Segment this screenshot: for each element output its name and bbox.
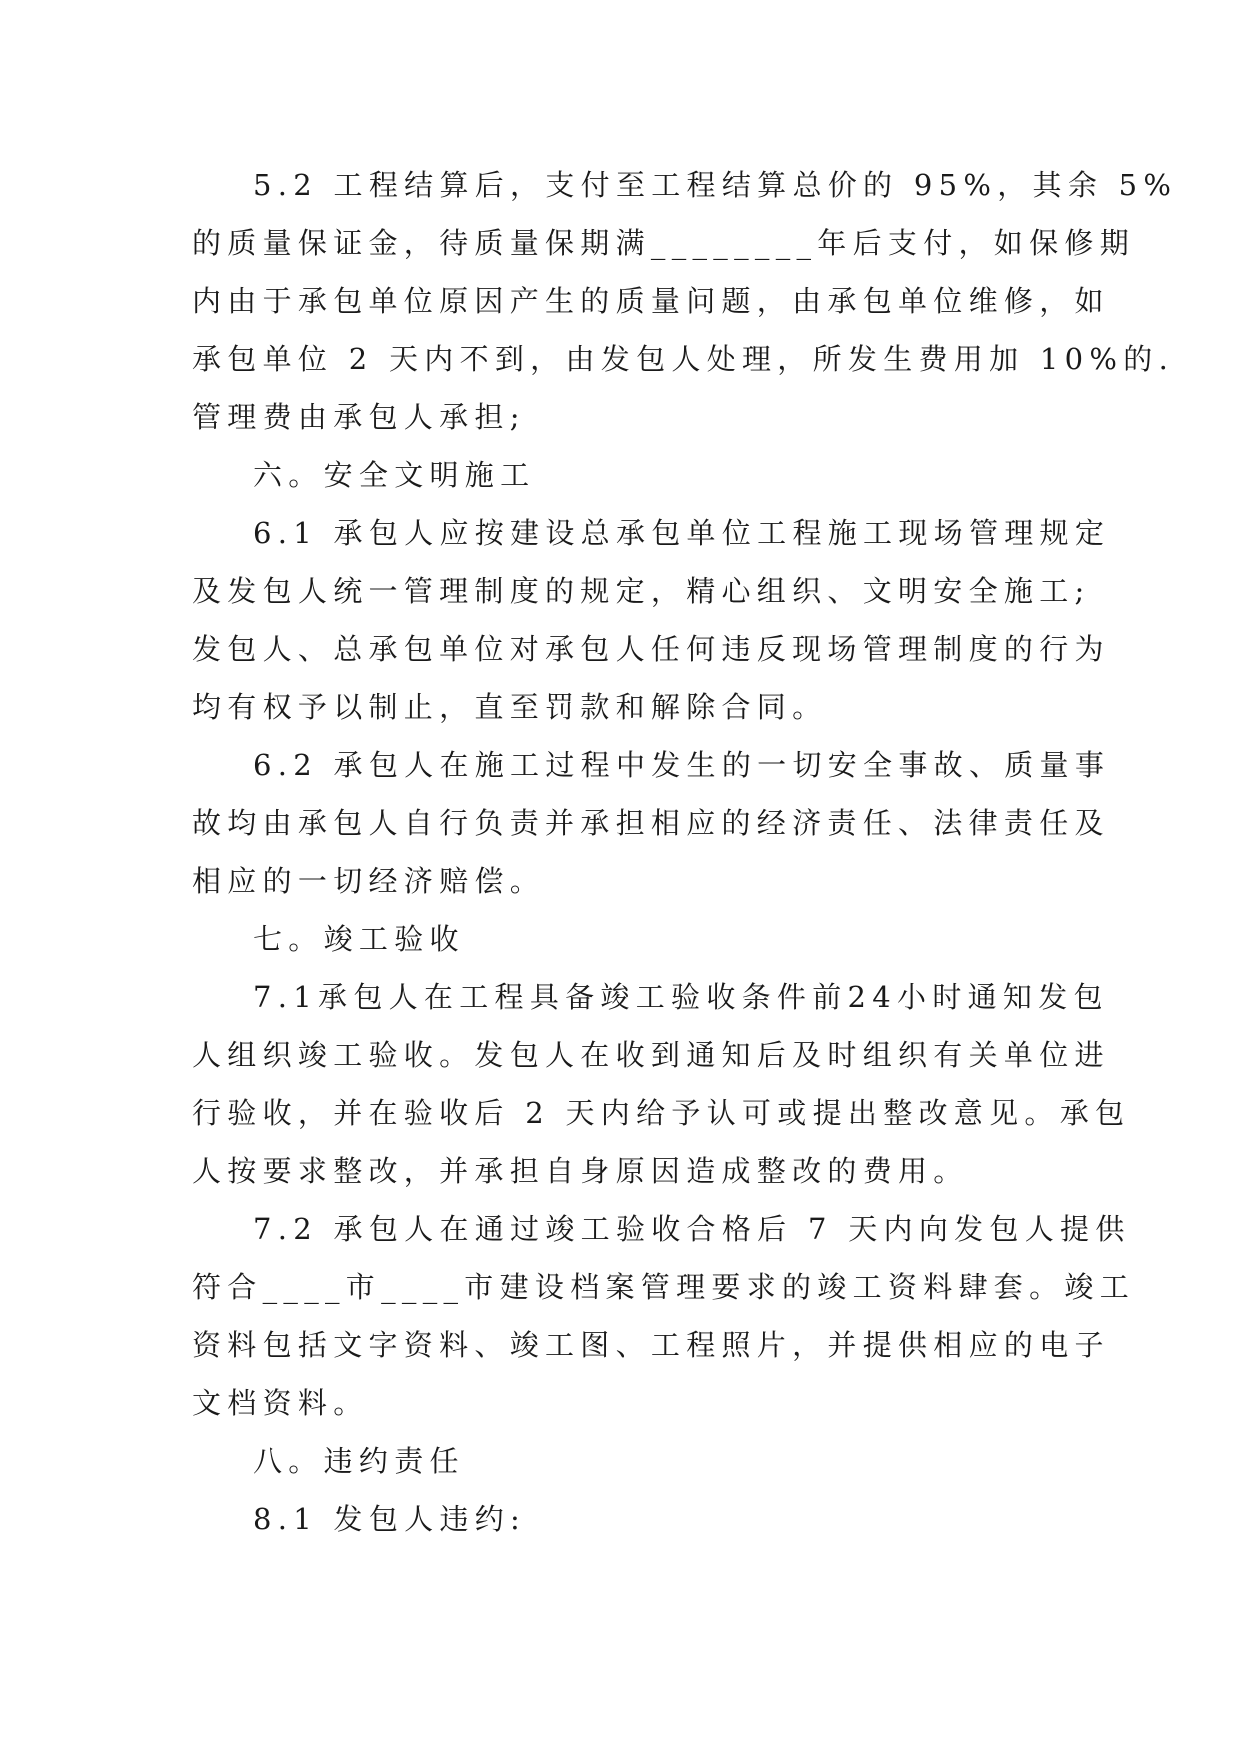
text-line: 6.1 承包人应按建设总承包单位工程施工现场管理规定 — [253, 516, 1111, 550]
section-heading: 六。安全文明施工 — [253, 458, 536, 492]
text-line: 相应的一切经济赔偿。 — [192, 864, 546, 898]
text-line: 行验收，并在验收后 2 天内给予认可或提出整改意见。承包 — [192, 1096, 1131, 1130]
text-line: 人按要求整改，并承担自身原因造成整改的费用。 — [192, 1154, 969, 1188]
section-heading: 八。违约责任 — [253, 1444, 465, 1478]
text-line: 人组织竣工验收。发包人在收到通知后及时组织有关单位进 — [192, 1038, 1110, 1072]
section-heading: 七。竣工验收 — [253, 922, 465, 956]
text-line: 8.1 发包人违约: — [253, 1502, 527, 1536]
text-line: 5.2 工程结算后，支付至工程结算总价的 95%，其余 5% — [253, 168, 1178, 202]
text-line: 承包单位 2 天内不到，由发包人处理，所发生费用加 10%的. — [192, 342, 1175, 376]
text-line: 发包人、总承包单位对承包人任何违反现场管理制度的行为 — [192, 632, 1110, 666]
text-line: 管理费由承包人承担; — [192, 400, 526, 434]
text-line: 6.2 承包人在施工过程中发生的一切安全事故、质量事 — [253, 748, 1111, 782]
text-line: 故均由承包人自行负责并承担相应的经济责任、法律责任及 — [192, 806, 1110, 840]
text-line: 及发包人统一管理制度的规定，精心组织、文明安全施工; — [192, 574, 1091, 608]
text-line: 7.1承包人在工程具备竣工验收条件前24小时通知发包 — [253, 980, 1109, 1014]
text-line: 7.2 承包人在通过竣工验收合格后 7 天内向发包人提供 — [253, 1212, 1131, 1246]
text-line: 文档资料。 — [192, 1386, 369, 1420]
text-line: 内由于承包单位原因产生的质量问题，由承包单位维修，如 — [192, 284, 1110, 318]
text-line: 均有权予以制止，直至罚款和解除合同。 — [192, 690, 828, 724]
text-line: 资料包括文字资料、竣工图、工程照片，并提供相应的电子 — [192, 1328, 1110, 1362]
text-line: 的质量保证金，待质量保期满________年后支付，如保修期 — [192, 226, 1136, 260]
text-line: 符合____市____市建设档案管理要求的竣工资料肆套。竣工 — [192, 1270, 1136, 1304]
